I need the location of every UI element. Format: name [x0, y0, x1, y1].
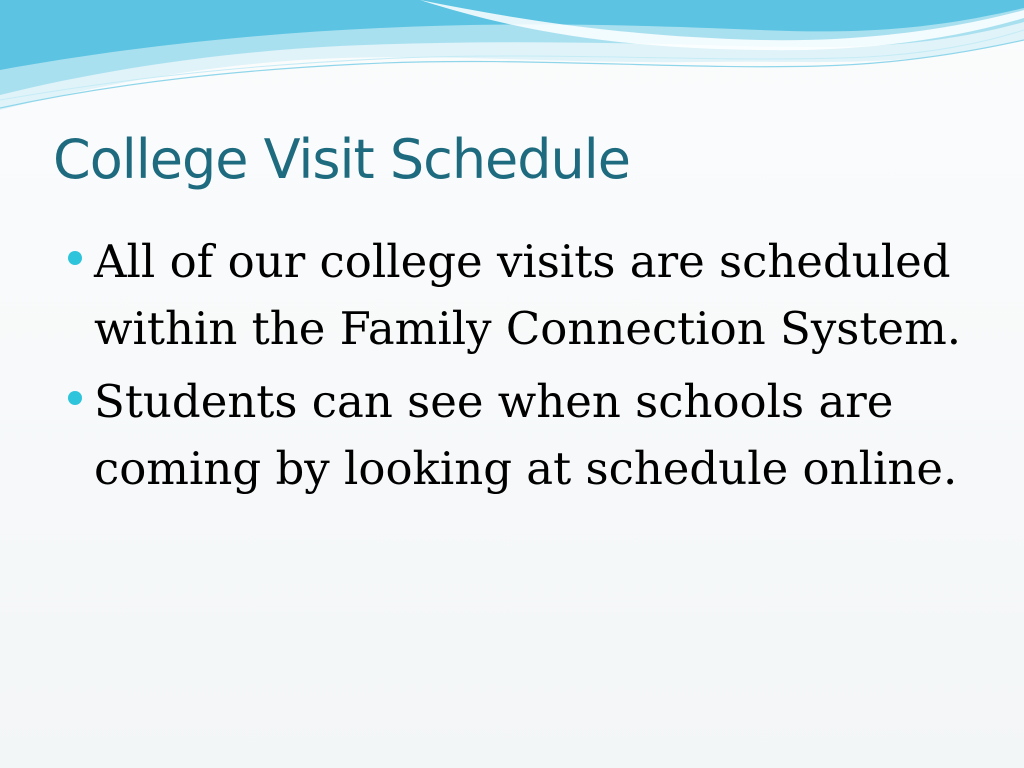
bullet-list	[62, 228, 962, 508]
bullet-text: All of our college visits are scheduled within the Family Connection System.	[94, 235, 962, 355]
bullet-dot-icon	[68, 251, 82, 265]
bullet-dot-icon	[68, 391, 82, 405]
bullet-item	[62, 228, 962, 362]
bullet-text: Students can see when schools are coming by looking at schedule online.	[94, 375, 958, 495]
slide-title: College Visit Schedule	[53, 128, 631, 191]
bullet-item	[62, 368, 962, 502]
header-wave-decoration	[0, 0, 1024, 120]
